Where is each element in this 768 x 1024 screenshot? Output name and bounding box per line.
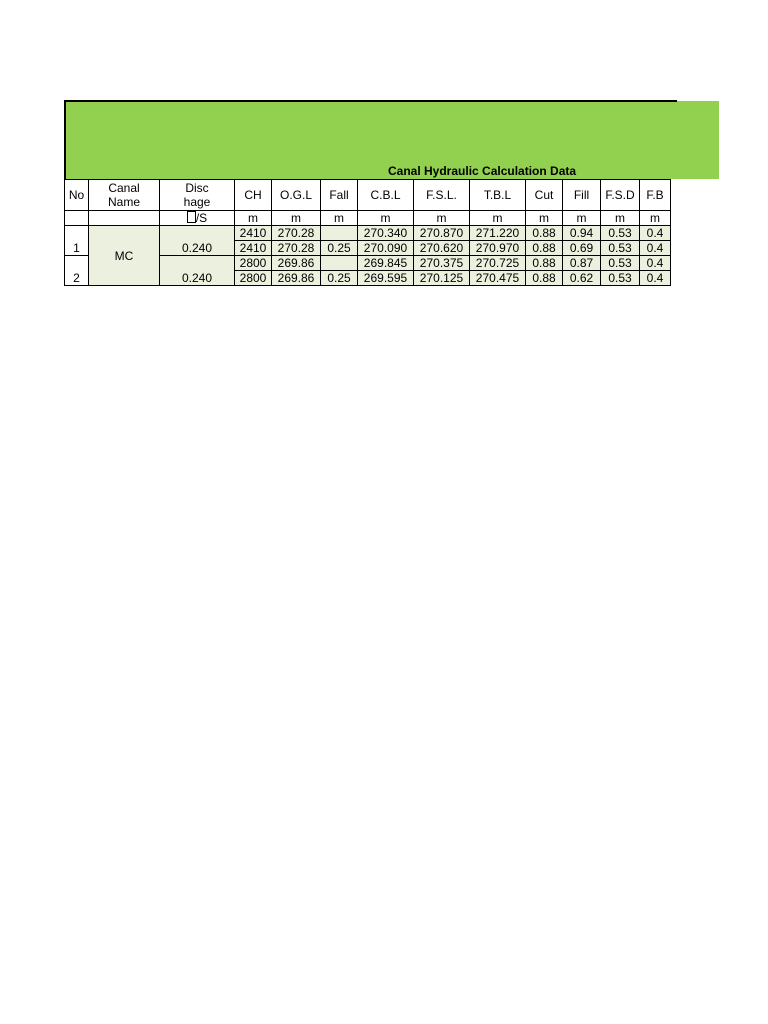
banner-left-border <box>64 100 66 180</box>
fsd-cell[interactable]: 0.53 <box>601 241 640 256</box>
header-canal-name-line2: Name <box>107 195 140 209</box>
header-fb[interactable]: F.B <box>640 180 671 211</box>
ogl-cell[interactable]: 270.28 <box>272 226 321 241</box>
unit-ogl[interactable]: m <box>272 211 321 226</box>
banner-top-border <box>64 100 677 102</box>
unit-no[interactable] <box>65 211 89 226</box>
ch-cell[interactable]: 2800 <box>235 271 272 286</box>
missing-glyph-icon <box>187 211 196 223</box>
cbl-cell[interactable]: 270.340 <box>358 226 414 241</box>
ogl-cell[interactable]: 269.86 <box>272 271 321 286</box>
fsl-cell[interactable]: 270.620 <box>414 241 470 256</box>
fsl-cell[interactable]: 270.870 <box>414 226 470 241</box>
unit-fb[interactable]: m <box>640 211 671 226</box>
header-discharge-line2: hage <box>183 195 211 209</box>
cut-cell[interactable]: 0.88 <box>526 256 563 271</box>
discharge-cell[interactable]: 0.240 <box>160 256 235 286</box>
cut-cell[interactable]: 0.88 <box>526 241 563 256</box>
cut-cell[interactable]: 0.88 <box>526 226 563 241</box>
header-ogl[interactable]: O.G.L <box>272 180 321 211</box>
cut-cell[interactable]: 0.88 <box>526 271 563 286</box>
discharge-cell[interactable]: 0.240 <box>160 226 235 256</box>
ogl-cell[interactable]: 270.28 <box>272 241 321 256</box>
canal-name-cell[interactable]: MC <box>89 226 160 286</box>
fb-cell[interactable]: 0.4 <box>640 241 671 256</box>
row-no[interactable]: 1 <box>65 226 89 256</box>
header-ch[interactable]: CH <box>235 180 272 211</box>
fill-cell[interactable]: 0.94 <box>563 226 601 241</box>
hydraulic-data-table <box>64 179 671 286</box>
header-discharge-line1: Disc <box>185 181 209 195</box>
header-canal-name-line1: Canal <box>108 181 140 195</box>
fill-cell[interactable]: 0.69 <box>563 241 601 256</box>
fsl-cell[interactable]: 270.125 <box>414 271 470 286</box>
tbl-cell[interactable]: 271.220 <box>470 226 526 241</box>
ch-cell[interactable]: 2410 <box>235 241 272 256</box>
unit-fill[interactable]: m <box>563 211 601 226</box>
header-fall[interactable]: Fall <box>321 180 358 211</box>
fsd-cell[interactable]: 0.53 <box>601 226 640 241</box>
tbl-cell[interactable]: 270.475 <box>470 271 526 286</box>
fall-cell[interactable] <box>321 256 358 271</box>
ch-cell[interactable]: 2800 <box>235 256 272 271</box>
ogl-cell[interactable]: 269.86 <box>272 256 321 271</box>
fill-cell[interactable]: 0.62 <box>563 271 601 286</box>
table-row <box>65 226 671 241</box>
unit-ch[interactable]: m <box>235 211 272 226</box>
unit-tbl[interactable]: m <box>470 211 526 226</box>
fb-cell[interactable]: 0.4 <box>640 226 671 241</box>
fsd-cell[interactable]: 0.53 <box>601 271 640 286</box>
unit-discharge-text: /S <box>195 211 208 225</box>
tbl-cell[interactable]: 270.725 <box>470 256 526 271</box>
fsl-cell[interactable]: 270.375 <box>414 256 470 271</box>
cbl-cell[interactable]: 269.595 <box>358 271 414 286</box>
unit-discharge[interactable] <box>160 211 235 226</box>
fill-cell[interactable]: 0.87 <box>563 256 601 271</box>
cbl-cell[interactable]: 270.090 <box>358 241 414 256</box>
ch-cell[interactable]: 2410 <box>235 226 272 241</box>
unit-cut[interactable]: m <box>526 211 563 226</box>
unit-fsl[interactable]: m <box>414 211 470 226</box>
row-no[interactable]: 2 <box>65 256 89 286</box>
tbl-cell[interactable]: 270.970 <box>470 241 526 256</box>
fall-cell[interactable]: 0.25 <box>321 271 358 286</box>
unit-fsd[interactable]: m <box>601 211 640 226</box>
header-canal-name[interactable] <box>89 180 160 211</box>
header-tbl[interactable]: T.B.L <box>470 180 526 211</box>
fall-cell[interactable]: 0.25 <box>321 241 358 256</box>
header-no[interactable]: No <box>65 180 89 211</box>
header-fill[interactable]: Fill <box>563 180 601 211</box>
header-cut[interactable]: Cut <box>526 180 563 211</box>
fsd-cell[interactable]: 0.53 <box>601 256 640 271</box>
cbl-cell[interactable]: 269.845 <box>358 256 414 271</box>
fall-cell[interactable] <box>321 226 358 241</box>
unit-canal-name[interactable] <box>89 211 160 226</box>
fb-cell[interactable]: 0.4 <box>640 271 671 286</box>
fb-cell[interactable]: 0.4 <box>640 256 671 271</box>
unit-fall[interactable]: m <box>321 211 358 226</box>
unit-cbl[interactable]: m <box>358 211 414 226</box>
header-fsl[interactable]: F.S.L. <box>414 180 470 211</box>
header-cbl[interactable]: C.B.L <box>358 180 414 211</box>
header-discharge[interactable] <box>160 180 235 211</box>
sheet-title: Canal Hydraulic Calculation Data <box>388 164 577 178</box>
header-fsd[interactable]: F.S.D <box>601 180 640 211</box>
